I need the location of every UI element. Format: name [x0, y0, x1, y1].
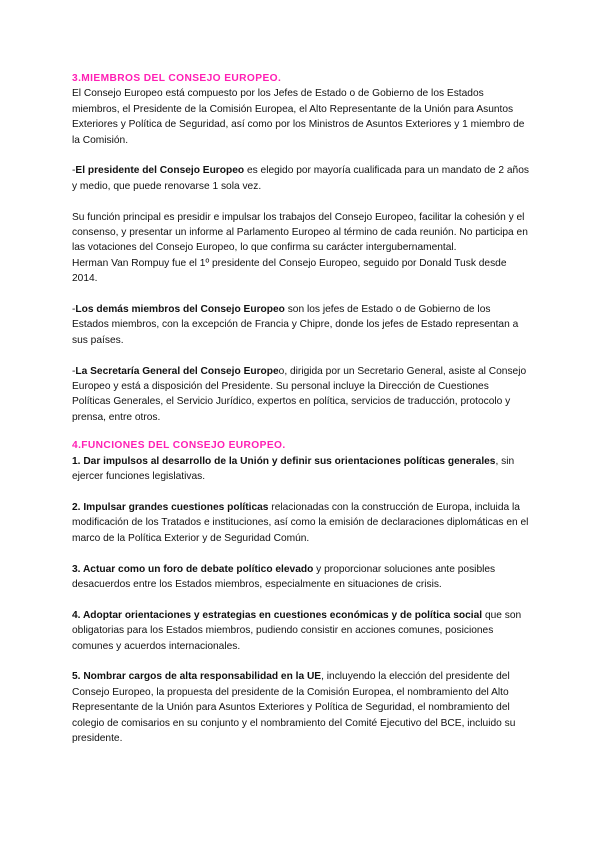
- function-item: [72, 608, 530, 654]
- function-item-title: 5. Nombrar cargos de alta responsabilidad en la UE: [72, 671, 322, 683]
- president-prefix: -: [72, 165, 76, 177]
- function-item-text: relacionadas con la construcción de Europa, incluida la modificación de los Tratados e instituciones, así como la emisión de declaraciones diplomáticas en el marco de la Política Exterior y de Seguridad Común.: [72, 501, 529, 544]
- history-paragraph: Herman Van Rompuy fue el 1º presidente del Consejo Europeo, seguido por Donald Tusk desde 2014.: [72, 257, 507, 285]
- secretariat-bold: La Secretaría General del Consejo Europe: [75, 365, 279, 377]
- function-item-text: y proporcionar soluciones ante posibles desacuerdos entre los Estados miembros, especialmente en situaciones de crisis.: [72, 563, 496, 590]
- document-content: [72, 71, 530, 746]
- secretariat-prefix: -: [72, 365, 76, 377]
- president-paragraph: [72, 163, 530, 194]
- section4-heading: 4.FUNCIONES DEL CONSEJO EUROPEO.: [72, 440, 286, 452]
- function-item-text: , incluyendo la elección del presidente del Consejo Europeo, la propuesta del presidente de la Comisión Europea, el nombramiento del Alto Representante de la Unión para Asuntos Exteriores y Política de Seguridad, el nombramiento del colegio de comisarios en su conjunto y el nombramiento del Comité Ejecutivo del BCE, incluido su presidente.: [72, 671, 516, 744]
- function-item: [72, 454, 530, 485]
- others-bold: Los demás miembros del Consejo Europeo: [75, 304, 285, 316]
- function-item: [72, 562, 530, 593]
- function-item-title: 1. Dar impulsos al desarrollo de la Unión y definir sus orientaciones políticas generales: [72, 455, 496, 467]
- secretariat-paragraph: [72, 364, 530, 426]
- function-item-text: , sin ejercer funciones legislativas.: [72, 455, 515, 483]
- function-item-title: 4. Adoptar orientaciones y estrategias en cuestiones económicas y de política social: [72, 609, 483, 621]
- function-item: [72, 669, 530, 746]
- president-bold: El presidente del Consejo Europeo: [75, 165, 245, 177]
- function-item-title: 3. Actuar como un foro de debate político elevado: [72, 563, 314, 575]
- others-paragraph: [72, 302, 530, 348]
- president-text: es elegido por mayoría cualificada para un mandato de 2 años y medio, que puede renovarse 1 sola vez.: [72, 165, 529, 192]
- others-prefix: -: [72, 304, 76, 316]
- function-item-text: que son obligatorias para los Estados miembros, pudiendo consistir en acciones comunes, posiciones comunes y acuerdos internacionales.: [72, 609, 522, 652]
- section3-intro: El Consejo Europeo está compuesto por los Jefes de Estado o de Gobierno de los Estados miembros, el Presidente de la Comisión Europea, el Alto Representante de la Unión para Asuntos Exteriores y Política de Seguridad, así como por los Ministros de Asuntos Exteriores y 1 miembro de la Comisión.: [72, 88, 525, 146]
- section3-heading: 3.MIEMBROS DEL CONSEJO EUROPEO.: [72, 73, 282, 84]
- others-text: son los jefes de Estado o de Gobierno de los Estados miembros, con la excepción de Francia y Chipre, donde los jefes de Estado representan a sus países.: [72, 304, 519, 346]
- function-item-title: 2. Impulsar grandes cuestiones políticas: [72, 501, 269, 513]
- function-item: [72, 500, 530, 546]
- function-paragraph: Su función principal es presidir e impulsar los trabajos del Consejo Europeo, facilitar la cohesión y el consenso, y presentar un informe al Parlamento Europeo al término de cada reunión. No participa en las votaciones del Consejo Europeo, lo que confirma su carácter intergubernamental.: [72, 211, 528, 254]
- secretariat-text: o, dirigida por un Secretario General, asiste al Consejo Europeo y está a disposición del Presidente. Su personal incluye la Dirección de Cuestiones Políticas Generales, el Servicio Jurídico, expertos en política, servicios de traducción, protocolo y prensa, entre otros.: [72, 365, 527, 423]
